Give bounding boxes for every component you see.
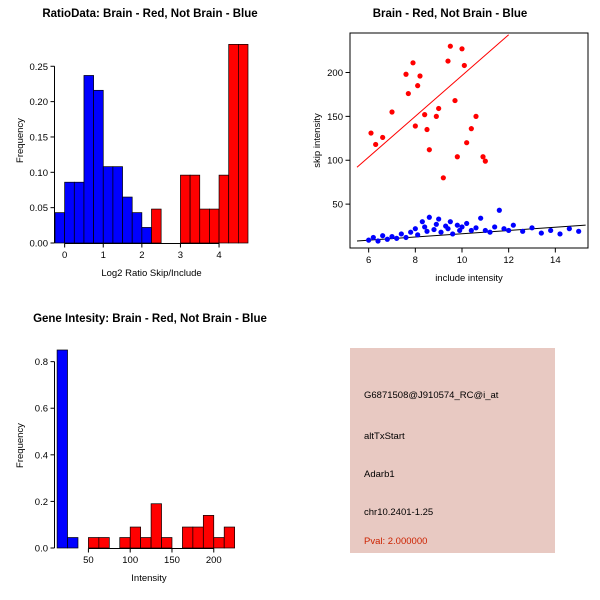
info-pval: Pval: 2.000000 [364,536,428,547]
svg-text:100: 100 [327,155,343,167]
svg-text:4: 4 [216,250,222,261]
svg-text:0.25: 0.25 [29,61,48,73]
svg-text:14: 14 [550,255,561,266]
svg-text:0.20: 0.20 [29,97,48,109]
svg-text:3: 3 [177,250,184,261]
svg-text:0.2: 0.2 [34,496,48,508]
svg-text:150: 150 [164,555,180,566]
svg-text:50: 50 [83,555,94,566]
svg-text:200: 200 [205,555,222,566]
scatter-svg [300,0,600,295]
svg-text:include intensity: include intensity [435,273,503,284]
svg-text:0.10: 0.10 [29,167,48,179]
svg-text:0.8: 0.8 [34,357,48,369]
svg-text:8: 8 [412,255,418,266]
svg-text:150: 150 [327,111,343,123]
intensity-histogram-svg [0,305,300,600]
panel-scatter [300,0,600,295]
svg-text:skip intensity: skip intensity [312,113,323,168]
svg-text:200: 200 [327,67,343,79]
gene-info-box [350,348,555,553]
info-probe-id: G6871508@J910574_RC@i_at [364,390,499,401]
svg-text:Intensity: Intensity [131,573,167,584]
ratio-histogram-title: RatioData: Brain - Red, Not Brain - Blue [42,8,258,20]
svg-text:Frequency: Frequency [15,423,26,468]
ratio-histogram-svg [0,0,300,295]
svg-text:0.6: 0.6 [34,403,48,415]
svg-text:0.05: 0.05 [29,203,48,215]
svg-text:2: 2 [139,250,145,261]
svg-text:0.15: 0.15 [29,132,48,144]
svg-text:0.0: 0.0 [34,543,48,555]
svg-text:1: 1 [100,250,106,261]
svg-text:6: 6 [366,255,372,266]
svg-text:10: 10 [456,255,468,266]
svg-text:Log2 Ratio Skip/Include: Log2 Ratio Skip/Include [101,268,202,279]
svg-text:100: 100 [122,555,139,566]
svg-text:0: 0 [62,250,68,261]
info-event-type: altTxStart [364,431,405,442]
svg-text:12: 12 [503,255,514,266]
info-locus: chr10.2401-1.25 [364,507,434,518]
panel-intensity-histogram [0,305,300,600]
svg-text:0.4: 0.4 [34,450,48,462]
svg-text:Frequency: Frequency [15,118,26,163]
scatter-title: Brain - Red, Not Brain - Blue [372,8,528,20]
svg-text:0.00: 0.00 [29,238,48,250]
intensity-histogram-title: Gene Intesity: Brain - Red, Not Brain - Blue [33,313,267,325]
panel-ratio-histogram [0,0,300,295]
info-gene-symbol: Adarb1 [364,469,395,480]
svg-text:50: 50 [332,199,343,211]
